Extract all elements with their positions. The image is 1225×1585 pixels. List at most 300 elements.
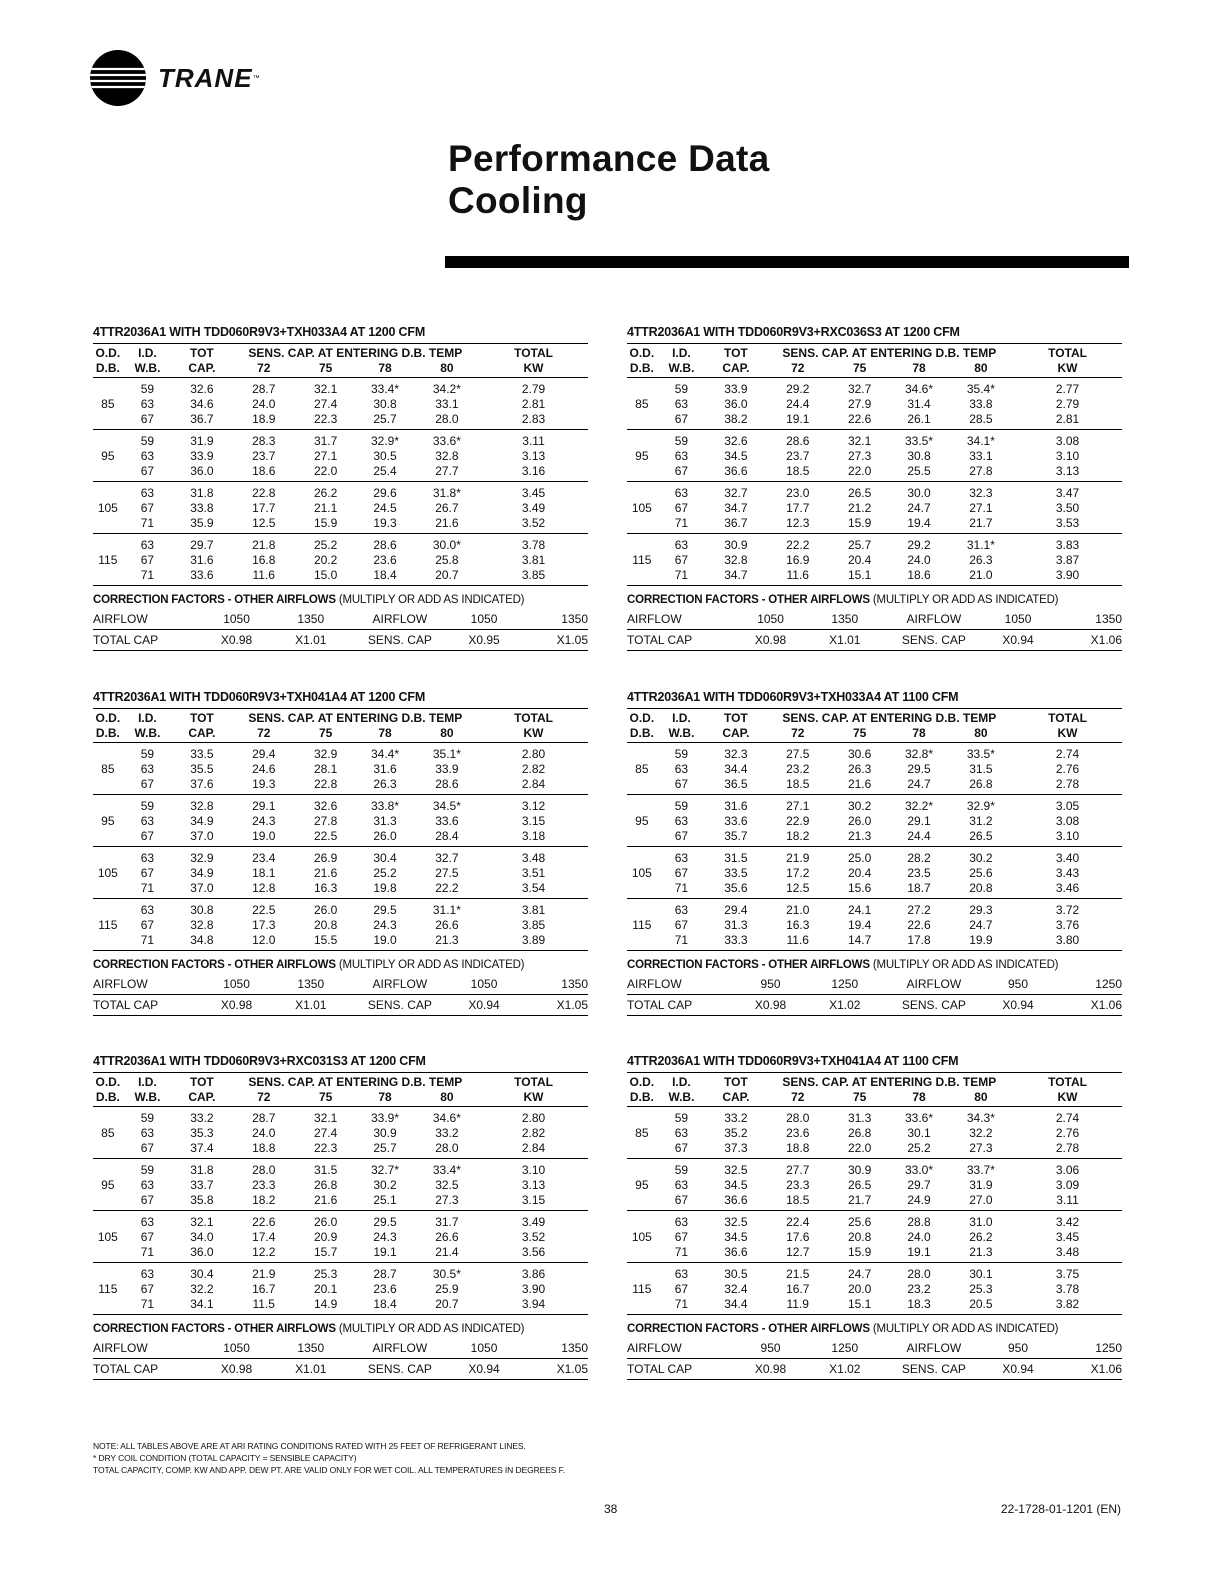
table-cell: 15.7: [296, 1244, 355, 1263]
table-cell: 21.2: [847, 500, 872, 515]
header-sens-cap: SENS. CAP. AT ENTERING D.B. TEMP: [232, 1073, 479, 1090]
od-db-cell: 105: [631, 865, 652, 880]
table-cell: 18.6: [889, 567, 948, 586]
table-row: [93, 1125, 588, 1140]
table-cell: 3.54: [479, 880, 588, 899]
table-row: [627, 500, 1122, 515]
airflow-label: AIRFLOW: [884, 609, 983, 630]
table-cell: 21.0: [786, 902, 810, 917]
table-cell: 15.1: [830, 567, 889, 586]
table-cell: 3.45: [521, 485, 546, 500]
table-cell: 12.0: [232, 932, 296, 951]
table-cell: 28.8: [907, 1214, 931, 1229]
table-cell: 33.2: [435, 1125, 459, 1140]
table-cell: 21.6: [313, 865, 338, 880]
table-cell: 32.9*: [966, 798, 995, 813]
table-cell: 33.6*: [432, 433, 461, 448]
table-cell: 28.4: [415, 828, 479, 847]
table-cell: 3.11: [1013, 1192, 1122, 1211]
od-db-cell: [93, 1159, 123, 1178]
table-cell: 34.7: [706, 567, 765, 586]
table-cell: 35.9: [172, 515, 231, 534]
total-cap-label: TOTAL CAP: [627, 995, 736, 1016]
correction-table: [627, 974, 1122, 1016]
table-cell: 3.12: [521, 798, 546, 813]
table-row: [93, 795, 588, 814]
od-db-cell: [93, 378, 123, 397]
header-sens-cap: SENS. CAP. AT ENTERING D.B. TEMP: [766, 344, 1013, 361]
table-cell: 3.46: [1013, 880, 1122, 899]
table-cell: 25.3: [969, 1281, 993, 1296]
table-cell: 34.7: [724, 500, 748, 515]
table-cell: 32.8*: [904, 746, 934, 761]
airflow-value: 1350: [519, 609, 588, 630]
table-cell: 19.1: [355, 1244, 414, 1263]
airflow-value: 950: [983, 1338, 1052, 1359]
table-cell: 27.1: [969, 500, 993, 515]
table-cell: 22.2: [786, 537, 810, 552]
sens-cap-label: SENS. CAP: [884, 1359, 983, 1380]
correction-row-capacity: [627, 630, 1122, 651]
airflow-value: 1350: [271, 974, 350, 995]
table-cell: 32.8: [435, 448, 459, 463]
performance-table: [627, 343, 1122, 586]
table-cell: 36.0: [172, 463, 231, 482]
od-db-cell: [93, 932, 123, 951]
table-cell: 32.6: [313, 798, 338, 813]
table-cell: 15.0: [296, 567, 355, 586]
table-cell: 12.3: [766, 515, 830, 534]
correction-table: [93, 609, 588, 651]
table-cell: 3.45: [1055, 1229, 1080, 1244]
table-cell: 24.3: [252, 813, 276, 828]
table-cell: 21.0: [949, 567, 1013, 586]
table-cell: 29.6: [373, 485, 397, 500]
table-cell: 33.6: [172, 567, 231, 586]
od-db-cell: 85: [635, 761, 649, 776]
table-cell: 29.2: [786, 381, 810, 396]
table-cell: 3.13: [521, 1177, 546, 1192]
od-db-cell: 95: [101, 1177, 115, 1192]
table-row: [93, 1211, 588, 1230]
table-cell: 24.7: [969, 917, 993, 932]
table-cell: 23.4: [252, 850, 276, 865]
table-cell: 2.84: [479, 776, 588, 795]
header-temp: 78: [355, 360, 414, 378]
table-cell: 37.4: [172, 1140, 231, 1159]
correction-note: (MULTIPLY OR ADD AS INDICATED): [338, 594, 525, 606]
header-cap: CAP.: [172, 360, 231, 378]
airflow-label: AIRFLOW: [93, 609, 202, 630]
table-cell: 67: [140, 500, 155, 515]
table-cell: 31.6: [724, 798, 748, 813]
correction-factor: X0.98: [202, 630, 271, 651]
table-cell: 22.6: [907, 917, 931, 932]
header-db: D.B.: [93, 1089, 123, 1107]
table-cell: 59: [674, 1162, 689, 1177]
table-cell: 18.1: [252, 865, 276, 880]
table-cell: 30.0: [907, 485, 931, 500]
table-cell: 26.1: [889, 411, 948, 430]
table-cell: 20.8: [313, 917, 338, 932]
table-row: [627, 1177, 1122, 1192]
table-cell: 11.9: [766, 1296, 830, 1315]
table-cell: 33.8: [969, 396, 993, 411]
table-cell: 31.5: [969, 761, 993, 776]
table-cell: 22.2: [415, 880, 479, 899]
header-cap: CAP.: [172, 1089, 231, 1107]
table-cell: 21.6: [296, 1192, 355, 1211]
correction-row-airflow: [627, 609, 1122, 630]
table-row: [93, 899, 588, 918]
table-cell: 22.0: [830, 1140, 889, 1159]
correction-factor: X1.01: [805, 630, 884, 651]
table-row: [93, 932, 588, 951]
table-row: [627, 1263, 1122, 1282]
table-cell: 32.7: [435, 850, 459, 865]
table-cell: 31.0: [969, 1214, 993, 1229]
table-cell: 33.9: [435, 761, 459, 776]
table-cell: 21.6: [415, 515, 479, 534]
table-cell: 34.5: [724, 1229, 748, 1244]
table-cell: 33.8: [190, 500, 214, 515]
table-cell: 34.4: [724, 761, 748, 776]
table-cell: 33.7*: [966, 1162, 995, 1177]
table-cell: 3.08: [1055, 813, 1080, 828]
od-db-cell: [627, 567, 657, 586]
table-cell: 25.4: [355, 463, 414, 482]
table-cell: 17.4: [252, 1229, 276, 1244]
table-row: [627, 761, 1122, 776]
table-cell: 21.4: [415, 1244, 479, 1263]
table-cell: 24.9: [889, 1192, 948, 1211]
airflow-value: 1050: [449, 609, 518, 630]
table-cell: 71: [657, 515, 707, 534]
table-cell: 63: [140, 1266, 155, 1281]
od-db-cell: 105: [631, 1229, 652, 1244]
correction-title: [93, 594, 588, 606]
table-cell: 22.8: [296, 776, 355, 795]
od-db-cell: 95: [101, 448, 115, 463]
table-cell: 33.6: [435, 813, 459, 828]
table-cell: 24.7: [889, 776, 948, 795]
table-cell: 3.13: [1013, 463, 1122, 482]
header-cap: CAP.: [706, 1089, 765, 1107]
table-cell: 34.0: [190, 1229, 214, 1244]
table-cell: 67: [657, 828, 707, 847]
table-cell: 26.3: [969, 552, 993, 567]
od-db-cell: [627, 1296, 657, 1315]
table-cell: 32.1: [313, 1110, 338, 1125]
table-row: [93, 1159, 588, 1178]
header-temp: 75: [830, 360, 889, 378]
table-cell: 22.0: [830, 463, 889, 482]
correction-title: [93, 1323, 588, 1335]
correction-note: (MULTIPLY OR ADD AS INDICATED): [872, 1323, 1059, 1335]
performance-table: [627, 1072, 1122, 1315]
table-cell: 24.0: [907, 552, 931, 567]
table-cell: 28.0: [415, 411, 479, 430]
correction-heading: CORRECTION FACTORS - OTHER AIRFLOWS: [93, 959, 336, 971]
od-db-cell: 95: [101, 813, 115, 828]
table-cell: 34.9: [190, 865, 214, 880]
table-cell: 30.9: [724, 537, 748, 552]
table-cell: 31.5: [724, 850, 748, 865]
header-od: O.D.: [93, 344, 123, 361]
table-cell: 18.8: [232, 1140, 296, 1159]
table-cell: 33.1: [435, 396, 459, 411]
table-cell: 34.6*: [432, 1110, 461, 1125]
od-db-cell: [627, 1211, 657, 1230]
table-cell: 19.3: [232, 776, 296, 795]
table-cell: 16.8: [252, 552, 276, 567]
performance-block: [93, 325, 588, 651]
table-cell: 25.6: [847, 1214, 872, 1229]
header-temp: 80: [949, 360, 1013, 378]
od-db-cell: [93, 515, 123, 534]
header-temp: 72: [232, 360, 296, 378]
correction-table: [627, 1338, 1122, 1380]
correction-factor: X0.94: [449, 995, 518, 1016]
header-row: [627, 725, 1122, 743]
table-cell: 34.5*: [432, 798, 461, 813]
table-cell: 21.3: [415, 932, 479, 951]
table-cell: 32.5: [724, 1162, 748, 1177]
table-row: [93, 880, 588, 899]
header-db: D.B.: [627, 725, 657, 743]
table-row: [93, 378, 588, 397]
table-cell: 67: [674, 865, 689, 880]
table-cell: 33.8*: [370, 798, 400, 813]
table-cell: 3.85: [521, 917, 546, 932]
table-cell: 27.7: [415, 463, 479, 482]
table-cell: 23.7: [252, 448, 276, 463]
header-temp: 75: [830, 1089, 889, 1107]
header-db: D.B.: [627, 360, 657, 378]
table-cell: 28.0: [907, 1266, 931, 1281]
table-cell: 3.90: [521, 1281, 546, 1296]
header-db: D.B.: [93, 360, 123, 378]
table-cell: 34.8: [172, 932, 231, 951]
table-row: [627, 378, 1122, 397]
header-total: TOTAL: [479, 1073, 588, 1090]
airflow-label: AIRFLOW: [884, 974, 983, 995]
table-cell: 18.5: [766, 776, 830, 795]
correction-row-capacity: [627, 1359, 1122, 1380]
od-db-cell: 95: [635, 448, 649, 463]
correction-heading: CORRECTION FACTORS - OTHER AIRFLOWS: [627, 959, 870, 971]
table-cell: 20.1: [313, 1281, 338, 1296]
od-db-cell: [93, 795, 123, 814]
header-row: [93, 1073, 588, 1090]
table-cell: 59: [140, 433, 155, 448]
od-db-cell: [93, 1107, 123, 1126]
table-cell: 71: [657, 1296, 707, 1315]
table-cell: 12.5: [766, 880, 830, 899]
od-db-cell: 85: [101, 396, 115, 411]
header-tot: TOT: [172, 709, 231, 726]
table-cell: 63: [674, 1214, 689, 1229]
total-cap-label: TOTAL CAP: [627, 1359, 736, 1380]
header-temp: 80: [415, 1089, 479, 1107]
table-cell: 67: [140, 1229, 155, 1244]
od-db-cell: [93, 430, 123, 449]
od-db-cell: [93, 411, 123, 430]
table-row: [627, 1192, 1122, 1211]
table-row: [93, 463, 588, 482]
table-cell: 18.2: [766, 828, 830, 847]
table-cell: 20.4: [847, 552, 872, 567]
table-cell: 26.0: [847, 813, 872, 828]
trane-globe-icon: [88, 48, 148, 108]
header-od: O.D.: [627, 709, 657, 726]
table-cell: 67: [657, 1140, 707, 1159]
header-temp: 72: [232, 1089, 296, 1107]
od-db-cell: 85: [635, 1125, 649, 1140]
table-cell: 33.1: [969, 448, 993, 463]
table-cell: 31.1*: [966, 537, 995, 552]
table-cell: 21.1: [313, 500, 338, 515]
table-cell: 21.3: [949, 1244, 1013, 1263]
table-title: 4TTR2036A1 WITH TDD060R9V3+TXH041A4 AT 1200 CFM: [93, 690, 426, 704]
correction-title: [627, 1323, 1122, 1335]
correction-heading: CORRECTION FACTORS - OTHER AIRFLOWS: [627, 594, 870, 606]
correction-row-airflow: [627, 974, 1122, 995]
table-cell: 3.48: [521, 850, 546, 865]
table-cell: 2.82: [521, 1125, 546, 1140]
airflow-label: AIRFLOW: [627, 609, 736, 630]
table-row: [627, 1159, 1122, 1178]
table-cell: 59: [140, 1110, 155, 1125]
table-cell: 30.1: [907, 1125, 931, 1140]
table-cell: 30.8: [907, 448, 931, 463]
performance-table: [93, 1072, 588, 1315]
header-wb: W.B.: [123, 725, 173, 743]
table-cell: 26.8: [313, 1177, 338, 1192]
table-cell: 29.1: [252, 798, 276, 813]
table-cell: 2.74: [1055, 1110, 1080, 1125]
header-row: [627, 1089, 1122, 1107]
od-db-cell: [93, 847, 123, 866]
table-cell: 27.1: [786, 798, 810, 813]
table-cell: 30.2: [969, 850, 993, 865]
brand-trademark: ™: [252, 74, 260, 82]
table-cell: 12.5: [232, 515, 296, 534]
table-cell: 18.2: [232, 1192, 296, 1211]
performance-table: [93, 708, 588, 951]
table-row: [93, 813, 588, 828]
od-db-cell: 105: [97, 865, 118, 880]
table-cell: 32.1: [313, 381, 338, 396]
table-cell: 27.8: [313, 813, 338, 828]
table-cell: 17.7: [252, 500, 276, 515]
table-cell: 3.52: [479, 515, 588, 534]
table-cell: 32.3: [969, 485, 993, 500]
od-db-cell: 85: [101, 761, 115, 776]
od-db-cell: [627, 1192, 657, 1211]
table-cell: 18.7: [889, 880, 948, 899]
table-cell: 19.9: [949, 932, 1013, 951]
table-cell: 27.0: [949, 1192, 1013, 1211]
table-cell: 34.5: [724, 448, 748, 463]
table-cell: 26.3: [355, 776, 414, 795]
airflow-label: AIRFLOW: [350, 609, 449, 630]
correction-title: [627, 594, 1122, 606]
table-cell: 67: [140, 1281, 155, 1296]
table-cell: 67: [140, 552, 155, 567]
table-cell: 37.6: [172, 776, 231, 795]
table-cell: 32.2: [190, 1281, 214, 1296]
table-row: [627, 932, 1122, 951]
table-row: [627, 795, 1122, 814]
table-row: [93, 743, 588, 762]
total-cap-label: TOTAL CAP: [627, 630, 736, 651]
table-cell: 29.5: [373, 1214, 397, 1229]
od-db-cell: 115: [632, 1281, 652, 1296]
header-temp: 80: [949, 725, 1013, 743]
table-cell: 26.3: [847, 761, 872, 776]
table-cell: 63: [140, 902, 155, 917]
od-db-cell: [627, 430, 657, 449]
table-cell: 33.3: [706, 932, 765, 951]
od-db-cell: [627, 1159, 657, 1178]
table-cell: 63: [140, 761, 155, 776]
table-cell: 67: [674, 552, 689, 567]
table-cell: 31.3: [847, 1110, 872, 1125]
header-temp: 78: [889, 1089, 948, 1107]
table-title: 4TTR2036A1 WITH TDD060R9V3+RXC031S3 AT 1200 CFM: [93, 1054, 426, 1068]
table-cell: 29.3: [969, 902, 993, 917]
table-row: [93, 1244, 588, 1263]
table-cell: 24.6: [252, 761, 276, 776]
table-cell: 3.82: [1013, 1296, 1122, 1315]
table-cell: 21.9: [786, 850, 810, 865]
header-kw: KW: [1013, 1089, 1122, 1107]
table-cell: 3.42: [1055, 1214, 1080, 1229]
table-cell: 31.6: [190, 552, 214, 567]
airflow-value: 1050: [983, 609, 1052, 630]
od-db-cell: 95: [635, 1177, 649, 1192]
table-cell: 3.89: [479, 932, 588, 951]
header-id: I.D.: [123, 344, 173, 361]
table-row: [93, 865, 588, 880]
table-cell: 19.4: [889, 515, 948, 534]
table-cell: 20.7: [415, 1296, 479, 1315]
table-cell: 59: [140, 1162, 155, 1177]
correction-factor: X0.98: [736, 1359, 805, 1380]
header-temp: 78: [889, 360, 948, 378]
table-cell: 19.1: [889, 1244, 948, 1263]
table-cell: 19.3: [355, 515, 414, 534]
airflow-value: 1250: [1053, 1338, 1122, 1359]
table-cell: 28.7: [252, 381, 276, 396]
table-cell: 22.5: [296, 828, 355, 847]
table-row: [627, 743, 1122, 762]
table-cell: 14.9: [296, 1296, 355, 1315]
table-title: 4TTR2036A1 WITH TDD060R9V3+TXH033A4 AT 1100 CFM: [627, 690, 959, 704]
correction-row-airflow: [93, 974, 588, 995]
od-db-cell: [627, 847, 657, 866]
table-cell: 37.0: [172, 828, 231, 847]
table-cell: 31.3: [724, 917, 748, 932]
table-cell: 59: [140, 746, 155, 761]
od-db-cell: 105: [97, 500, 118, 515]
table-cell: 28.0: [786, 1110, 810, 1125]
table-cell: 30.4: [373, 850, 397, 865]
correction-factor: X1.05: [519, 1359, 588, 1380]
table-cell: 67: [123, 411, 173, 430]
table-cell: 32.9: [190, 850, 214, 865]
